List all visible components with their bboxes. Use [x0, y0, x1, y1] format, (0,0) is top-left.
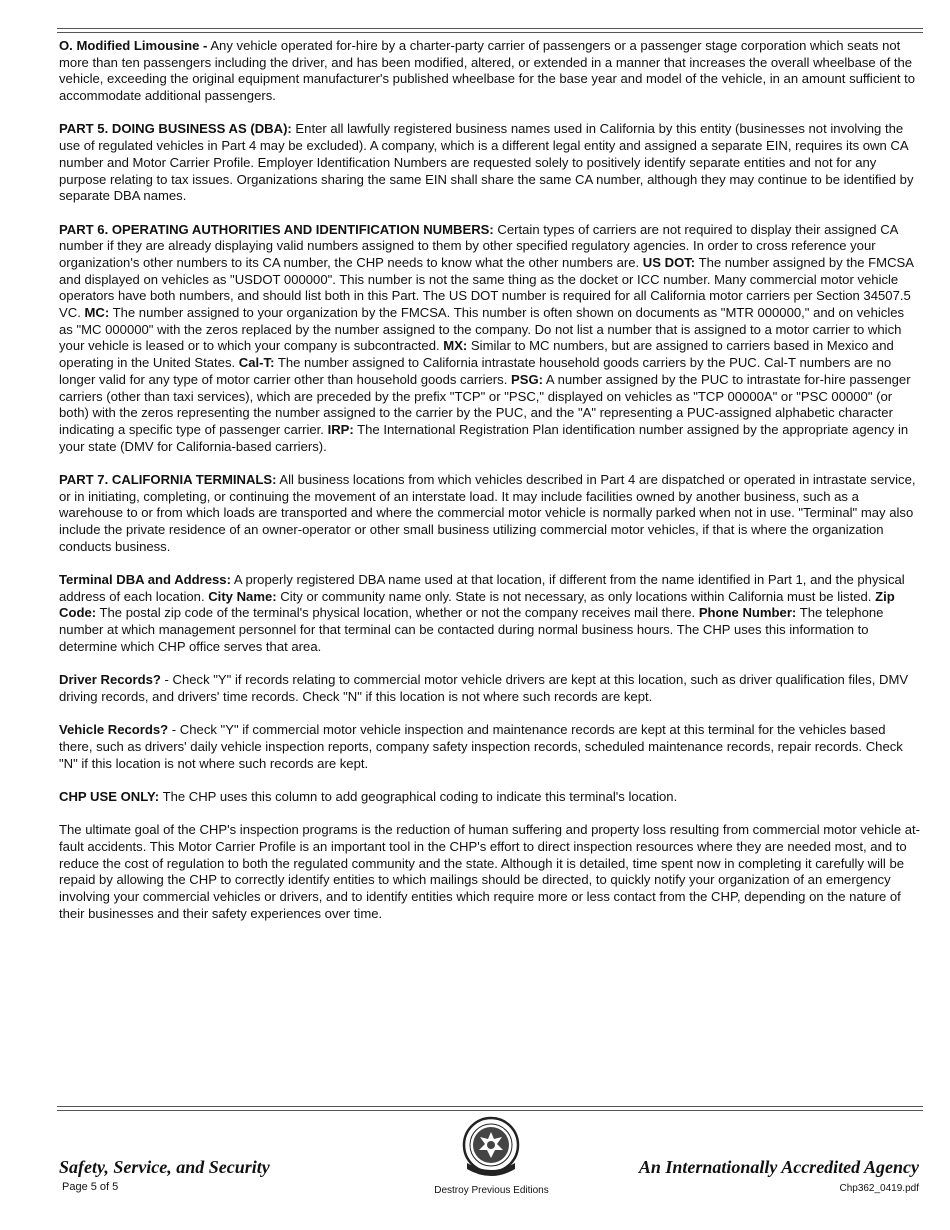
label-calt: Cal-T:	[238, 355, 275, 371]
label-mc: MC:	[84, 305, 110, 321]
top-rule-inner	[57, 32, 923, 33]
heading-driver-records: Driver Records?	[59, 672, 161, 688]
heading-part6: PART 6. OPERATING AUTHORITIES AND IDENTIFICATION NUMBERS:	[59, 221, 494, 237]
label-psg: PSG:	[510, 371, 543, 387]
label-usdot: US DOT:	[642, 254, 696, 270]
paragraph-closing: The ultimate goal of the CHP's inspection programs is the reduction of human suffering and property loss resulting from commercial motor vehicle at-fault accidents. This Motor Carrier Profile is an important tool in the CHP's effort to direct inspection resources where they are needed most, and to reduce the cost of regulation to both the regulated community and the state. Although it is detailed, time spent now in completing it carefully will be repaid by allowing the CHP to correctly identify entities to which mailings should be directed, to quickly notify your organization of an emergency involving your commercial vehicles or drivers, and to identify entities which require more or less contact from the CHP, depending on the nature of their businesses and their safety experiences over time.	[59, 822, 921, 921]
label-mx: MX:	[443, 338, 468, 354]
page-number: Page 5 of 5	[62, 1181, 119, 1193]
paragraph-vehicle-records: Vehicle Records? - Check "Y" if commercial motor vehicle inspection and maintenance records are kept at this terminal for the vehicles based there, such as drivers' daily vehicle inspection reports, company safety inspection records, scheduled maintenance records, repair records. Check "N" if this location is not where such records are kept.	[59, 722, 903, 771]
destroy-previous-editions: Destroy Previous Editions	[434, 1185, 549, 1196]
paragraph-driver-records: Driver Records? - Check "Y" if records relating to commercial motor vehicle drivers are kept at this location, such as driver qualification files, DMV driving records, and drivers' time records. Check "N" if this location is not where such records are kept.	[59, 672, 909, 704]
footer-motto-right: An Internationally Accredited Agency	[638, 1157, 919, 1177]
paragraph-chp-use: CHP USE ONLY: The CHP uses this column to add geographical coding to indicate this terminal's location.	[59, 788, 678, 804]
accreditation-seal-icon	[461, 1115, 521, 1183]
footer-rule	[57, 1106, 923, 1107]
label-irp: IRP:	[327, 421, 354, 437]
footer-motto-left: Safety, Service, and Security	[59, 1157, 270, 1177]
heading-modified-limousine: O. Modified Limousine -	[59, 38, 208, 53]
heading-terminal-dba: Terminal DBA and Address:	[59, 572, 231, 588]
paragraph-part7: PART 7. CALIFORNIA TERMINALS: All business locations from which vehicles described in Part 4 are dispatched or operated in intrastate service, or in initiating, completing, or continuing the movement of an interstate load. It may include facilities owned by another business, such as a warehouse to or from which loads are transported and where the commercial motor vehicle is normally parked when not in use. "Terminal" may also include the private residence of an owner-operator or other small business utilizing commercial motor vehicles, if that is where the organization conducts business.	[59, 471, 916, 554]
heading-part5: PART 5. DOING BUSINESS AS (DBA):	[59, 121, 292, 137]
document-body	[59, 38, 921, 939]
label-city: City Name:	[208, 588, 277, 604]
paragraph-part6: PART 6. OPERATING AUTHORITIES AND IDENTIFICATION NUMBERS: Certain types of carriers are not required to display their assigned CA number if they are already displaying valid numbers assigned to them by other specified regulatory agencies. In order to cross reference your organization's other numbers to its CA number, the CHP needs to know what the other numbers are. US DOT: The number assigned by the FMCSA and displayed on vehicles as "USDOT 000000". This number is not the same thing as the docket or ICC number. Many commercial motor vehicle operators have both numbers, and should list both in this Part. The US DOT number is required for all California motor carriers per Section 34507.5 VC. MC: The number assigned to your organization by the FMCSA. This number is often shown on documents as "MTR 000000," and on vehicles as "MC 000000" with the zeros replaced by the number assigned to the company. Do not list a number that is assigned to a motor carrier to which your vehicle is leased or to which your company is subcontracted. MX: Similar to MC numbers, but are assigned to carriers based in Mexico and operating in the United States. Cal-T: The number assigned to California intrastate household goods carriers by the PUC. Cal-T numbers are no longer valid for any type of motor carrier other than household goods carriers. PSG: A number assigned by the PUC to intrastate for-hire passenger carriers (other than taxi services), which are preceded by the prefix "TCP" or "PSC," displayed on vehicles as "TCP 00000A" or "PSC 00000" (or both) with the zeros representing the number assigned to the carrier by the PUC, and the "A" representing a PUC-assigned alphabetic character indicating a specific type of passenger carrier. IRP: The International Registration Plan identification number assigned by the appropriate agency in your state (DMV for California-based carriers).	[59, 221, 914, 454]
footer-rule-inner	[57, 1110, 923, 1111]
paragraph-modified-limousine: O. Modified Limousine - Any vehicle operated for-hire by a charter-party carrier of passengers or a passenger stage corporation which seats not more than ten passengers including the driver, and has been modified, altered, or extended in a manner that increases the overall wheelbase of the vehicle, exceeding the original equipment manufacturer's published wheelbase for the base year and model of the vehicle, in an amount sufficient to accommodate additional passengers.	[59, 38, 916, 104]
label-zip: Zip Code:	[59, 588, 895, 621]
top-rule	[57, 28, 923, 29]
heading-part7: PART 7. CALIFORNIA TERMINALS:	[59, 471, 277, 487]
form-id: Chp362_0419.pdf	[839, 1183, 919, 1194]
label-phone: Phone Number:	[698, 605, 797, 621]
heading-vehicle-records: Vehicle Records?	[59, 722, 169, 738]
heading-chp-use: CHP USE ONLY:	[59, 788, 160, 804]
paragraph-terminal-dba: Terminal DBA and Address: A properly registered DBA name used at that location, if different from the name identified in Part 1, and the physical address of each location. City Name: City or community name only. State is not necessary, as only locations within California must be listed. Zip Code: The postal zip code of the terminal's physical location, whether or not the company receives mail there. Phone Number: The telephone number at which management personnel for that terminal can be contacted during normal business hours. The CHP uses this information to determine which CHP office serves that area.	[59, 572, 905, 654]
paragraph-part5: PART 5. DOING BUSINESS AS (DBA): Enter all lawfully registered business names used in California by this entity (businesses not involving the use of regulated vehicles in Part 4 may be excluded). A company, which is a different legal entity and assigned a separate EIN, requires its own CA number and Motor Carrier Profile. Employer Identification Numbers are requested solely to positively identify separate entities and not for any purpose relating to tax issues. Organizations sharing the same EIN shall share the same CA number, although they may continue to be identified by separate DBA names.	[59, 121, 914, 204]
